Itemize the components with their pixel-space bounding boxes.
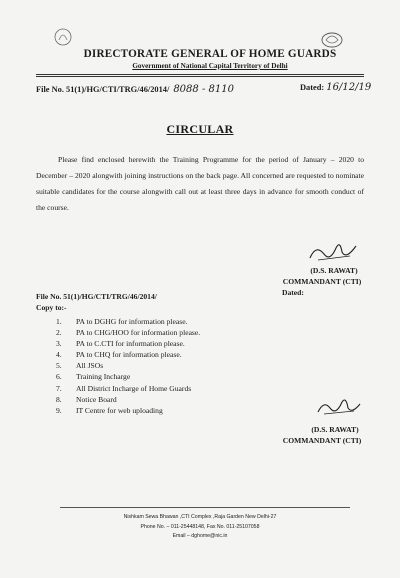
signature-mark-2	[314, 392, 364, 420]
dated-top	[300, 82, 371, 93]
list-item: 1. PA to DGHG for information please.	[56, 317, 188, 326]
footer-divider	[60, 507, 350, 508]
dated-handwritten: 16/12/19	[326, 82, 372, 93]
org-title: DIRECTORATE GENERAL OF HOME GUARDS	[83, 48, 337, 60]
file-number-handwritten: 8088 - 8110	[173, 84, 234, 95]
footer-phone: Phone No. – 011-25448148, Fax No. 011-25107058	[140, 523, 260, 530]
circular-heading: CIRCULAR	[166, 122, 234, 136]
list-item: 9. IT Centre for web uploading	[56, 405, 163, 415]
list-item: 6. Training Incharge	[56, 372, 131, 382]
file-number-label: File No. 51(1)/HG/CTI/TRG/46/2014/	[36, 85, 170, 94]
home-guards-logo-icon	[318, 28, 346, 50]
signature-mark-1	[306, 238, 360, 266]
list-item: 2. PA to CHG/HOO for information please.	[56, 328, 201, 338]
list-item: 8. Notice Board	[56, 394, 117, 404]
copy-list	[56, 316, 200, 416]
signatory-name-1: (D.S. RAWAT)	[310, 266, 358, 275]
footer	[0, 513, 400, 542]
list-item: 5. All JSOs	[56, 361, 104, 371]
dated-label: Dated:	[300, 83, 325, 92]
header-divider-2	[36, 76, 364, 77]
footer-email: Email – dghome@nic.in	[172, 533, 228, 539]
circular-body: Please find enclosed herewith the Training Programme for the period of January – 2020 to December – 2020 alongwith joining instructions on the back page. All concerned are requested to nominate suitable candidates for the course alongwith call out at least three days in advance for smooth conduct of the course.	[36, 155, 364, 212]
file-number-copy: File No. 51(1)/HG/CTI/TRG/46/2014/	[36, 292, 157, 301]
header-divider	[36, 74, 364, 75]
signatory-designation-1: COMMANDANT (CTI)	[282, 277, 362, 286]
emblem-icon	[52, 26, 74, 48]
signatory-name-2: (D.S. RAWAT)	[311, 425, 359, 434]
list-item: 7. All District Incharge of Home Guards	[56, 383, 192, 393]
copy-to-label: Copy to:-	[36, 303, 67, 312]
list-item: 3. PA to C.CTI for information please.	[56, 339, 185, 349]
signatory-designation-2: COMMANDANT (CTI)	[282, 436, 362, 445]
org-subtitle: Government of National Capital Territory of Delhi	[132, 62, 288, 70]
list-item: 4. PA to CHQ for information please.	[56, 350, 182, 360]
dated-low: Dated:	[282, 288, 304, 297]
file-number-top	[36, 84, 234, 95]
footer-address: Nishkam Sewa Bhawan ,CTI Complex ,Raja Garden New Delhi-27	[123, 514, 277, 520]
